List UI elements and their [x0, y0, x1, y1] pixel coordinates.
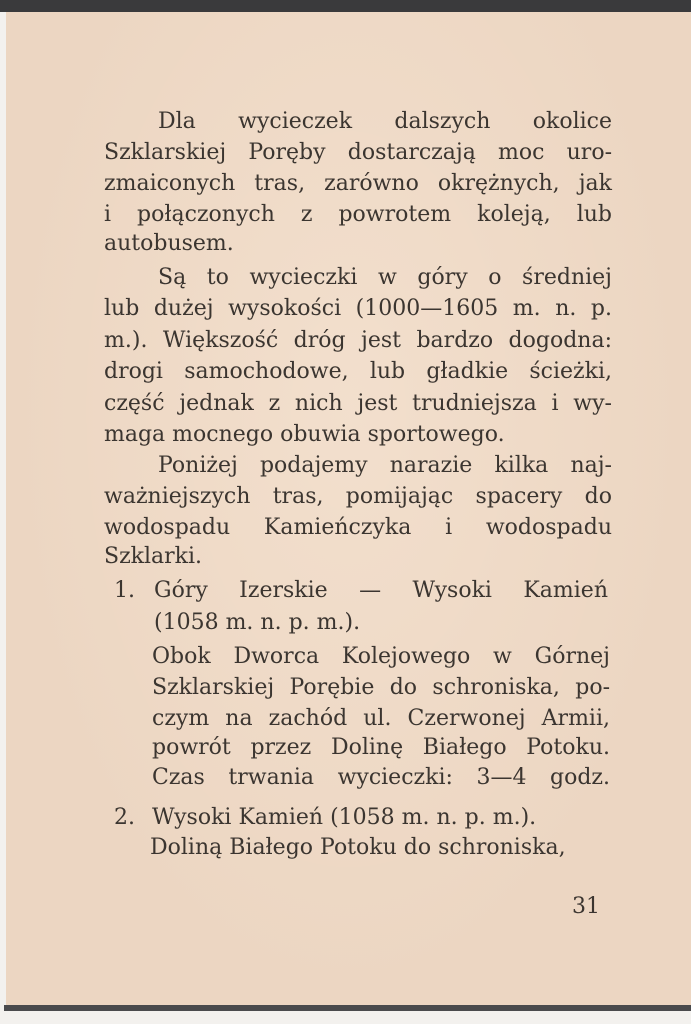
page-number: 31: [572, 894, 600, 919]
paragraph-3-line-1: Poniżej podajemy narazie kilka naj-: [158, 453, 612, 478]
paragraph-3-line-2: ważniejszych tras, pomijając spacery do: [104, 484, 612, 509]
paragraph-1-line-4: i połączonych z powrotem koleją, lub: [104, 202, 612, 227]
paragraph-2-line-5: część jednak z nich jest trudniejsza i wy-: [104, 391, 612, 416]
list-item-1-line-6: powrót przez Dolinę Białego Potoku.: [152, 735, 610, 760]
list-item-1-line-3: Obok Dworca Kolejowego w Górnej: [152, 644, 610, 669]
top-border: [0, 0, 691, 12]
paragraph-1-line-3: zmaiconych tras, zarówno okrężnych, jak: [104, 171, 612, 196]
list-item-1-line-2: (1058 m. n. p. m.).: [154, 610, 361, 635]
paragraph-3-line-3: wodospadu Kamieńczyka i wodospadu: [104, 515, 612, 540]
paragraph-2-line-1: Są to wycieczki w góry o średniej: [158, 265, 612, 290]
list-item-2-number: 2.: [114, 805, 135, 830]
list-item-1-line-5: czym na zachód ul. Czerwonej Armii,: [152, 706, 610, 731]
list-item-1-line-4: Szklarskiej Porębie do schroniska, po-: [152, 675, 610, 700]
list-item-2-line-1: Wysoki Kamień (1058 m. n. p. m.).: [152, 805, 537, 830]
bottom-border: [4, 1005, 691, 1011]
list-item-2-line-2: Doliną Białego Potoku do schroniska,: [150, 835, 566, 860]
list-item-1-line-1: Góry Izerskie — Wysoki Kamień: [154, 578, 608, 603]
paragraph-1-line-1: Dla wycieczek dalszych okolice: [158, 109, 612, 134]
list-item-1-number: 1.: [114, 578, 135, 603]
paragraph-2-line-2: lub dużej wysokości (1000—1605 m. n. p.: [104, 296, 612, 321]
paragraph-2-line-4: drogi samochodowe, lub gładkie ścieżki,: [104, 359, 612, 384]
paragraph-2-line-6: maga mocnego obuwia sportowego.: [104, 422, 505, 447]
paragraph-1-line-2: Szklarskiej Poręby dostarczają moc uro-: [104, 140, 612, 165]
paragraph-1-line-5: autobusem.: [104, 231, 234, 256]
paragraph-3-line-4: Szklarki.: [104, 544, 203, 569]
list-item-1-line-7: Czas trwania wycieczki: 3—4 godz.: [152, 765, 610, 790]
paragraph-2-line-3: m.). Większość dróg jest bardzo dogodna:: [104, 328, 612, 353]
